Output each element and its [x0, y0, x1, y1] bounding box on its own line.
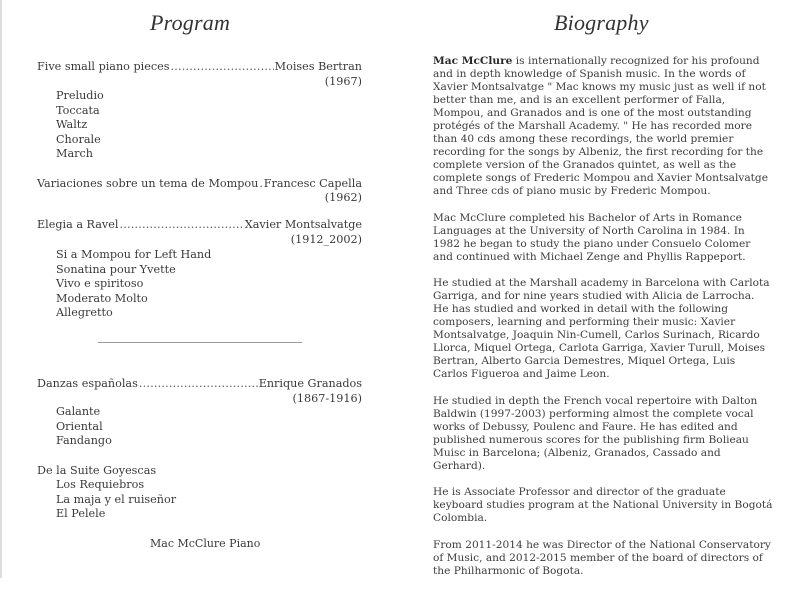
bio-paragraph: He is Associate Professor and director of the graduate keyboard studies program at the National University in Bogotá Colombia. [433, 486, 773, 524]
work-composer: Moises Bertran [274, 60, 362, 73]
movement: Oriental [56, 419, 103, 433]
work-title: Five small piano pieces [37, 60, 170, 73]
movement: March [56, 147, 93, 161]
work-title: Danzas españolas [37, 377, 138, 390]
performer-credit: Mac McClure Piano [150, 537, 261, 550]
movement: La maja y el ruiseñor [56, 492, 177, 506]
program-work [37, 60, 362, 74]
bio-paragraph: Mac McClure completed his Bachelor of Arts in Romance Languages at the University of North Carolina in 1984. In 1982 he began to study the piano under Consuelo Colomer and continued with Michael Zenge and Phyllis Rappeport. [433, 211, 751, 263]
bio-paragraph: From 2011-2014 he was Director of the National Conservatory of Music, and 2012-2015 member of the board of directors of the Philharmonic of Bogota. [433, 538, 771, 577]
bio-paragraph: He studied in depth the French vocal repertoire with Dalton Baldwin (1997-2003) performing almost the complete vocal works of Debussy, Poulenc and Faure. He has edited and published numerous scores for the publishing firm Bolieau Muisc in Barcelona; (Albeniz, Granados, Cassado and Gerhard). [433, 394, 758, 472]
movement-list [56, 478, 176, 522]
movement-list [56, 248, 211, 321]
movement: El Pelele [56, 507, 106, 521]
work-composer: Xavier Montsalvatge [244, 218, 362, 231]
work-composer: Enrique Granados [258, 377, 362, 390]
composer-dates: (1962) [324, 191, 362, 204]
suite-title: De la Suite Goyescas [37, 464, 157, 477]
biography-column [433, 55, 773, 591]
leader-dots [170, 60, 273, 74]
movement-list [56, 89, 104, 162]
leader-dots [259, 177, 262, 191]
movement: Fandango [56, 434, 112, 448]
movement: Toccata [56, 103, 100, 117]
composer-dates: (1912_2002) [290, 233, 362, 246]
movement: Preludio [56, 89, 104, 102]
bio-paragraph: He studied at the Marshall academy in Barcelona with Carlota Garriga, and for nine years studied with Alicia de Larrocha. He has studied and worked in detail with the following composers, learning and performing their music: Xavier Montsalvatge, Joaquin Nin-Cumell, Carlos Surinach, Ricardo Llorca, Miquel Ortega, Carlota Garriga, Xavier Turull, Moises Bertran, Alberto Garcia Demestres, Miquel Ortega, Luis Carlos Figueroa and Jaime Leon. [433, 277, 770, 380]
leader-dots [119, 218, 243, 232]
composer-dates: (1867-1916) [292, 392, 362, 405]
work-title: Elegia a Ravel [37, 218, 119, 231]
movement-list [56, 405, 112, 449]
movement: Chorale [56, 132, 101, 146]
movement: Los Requiebros [56, 478, 145, 491]
program-work [37, 177, 362, 191]
movement: Allegretto [56, 306, 113, 320]
bio-paragraph-text: is internationally recognized for his profound and in depth knowledge of Spanish music. In the words of Xavier Montsalvatge " Mac knows my music just as well if not better than me, and is an excellent performer of Falla, Mompou, and Granados and is one of the most outstanding protégés of the Marshall Academy. " He has recorded more than 40 cds among these recordings, the world premier recording for the songs by Albeniz, the first recording for the complete version of the Granados quintet, as well as the complete songs of Frederic Mompou and Xavier Montsalvatge and Three cds of piano music by Frederic Mompou. [433, 55, 768, 197]
leader-dots [139, 377, 258, 391]
work-title: Variaciones sobre un tema de Mompou [37, 177, 259, 190]
program-work [37, 218, 362, 232]
bio-lead-name: Mac McClure [433, 55, 513, 67]
work-composer: Francesc Capella [263, 177, 362, 190]
movement: Si a Mompou for Left Hand [56, 248, 212, 261]
movement: Waltz [56, 118, 88, 132]
movement: Galante [56, 405, 101, 418]
composer-dates: (1967) [324, 75, 362, 88]
movement: Vivo e spiritoso [56, 277, 144, 291]
program-heading: Program [150, 10, 231, 35]
bio-paragraph [433, 55, 773, 198]
section-divider [98, 342, 302, 343]
program-work [37, 377, 362, 391]
biography-heading: Biography [554, 10, 649, 35]
movement: Moderato Molto [56, 291, 148, 305]
movement: Sonatina pour Yvette [56, 262, 176, 276]
